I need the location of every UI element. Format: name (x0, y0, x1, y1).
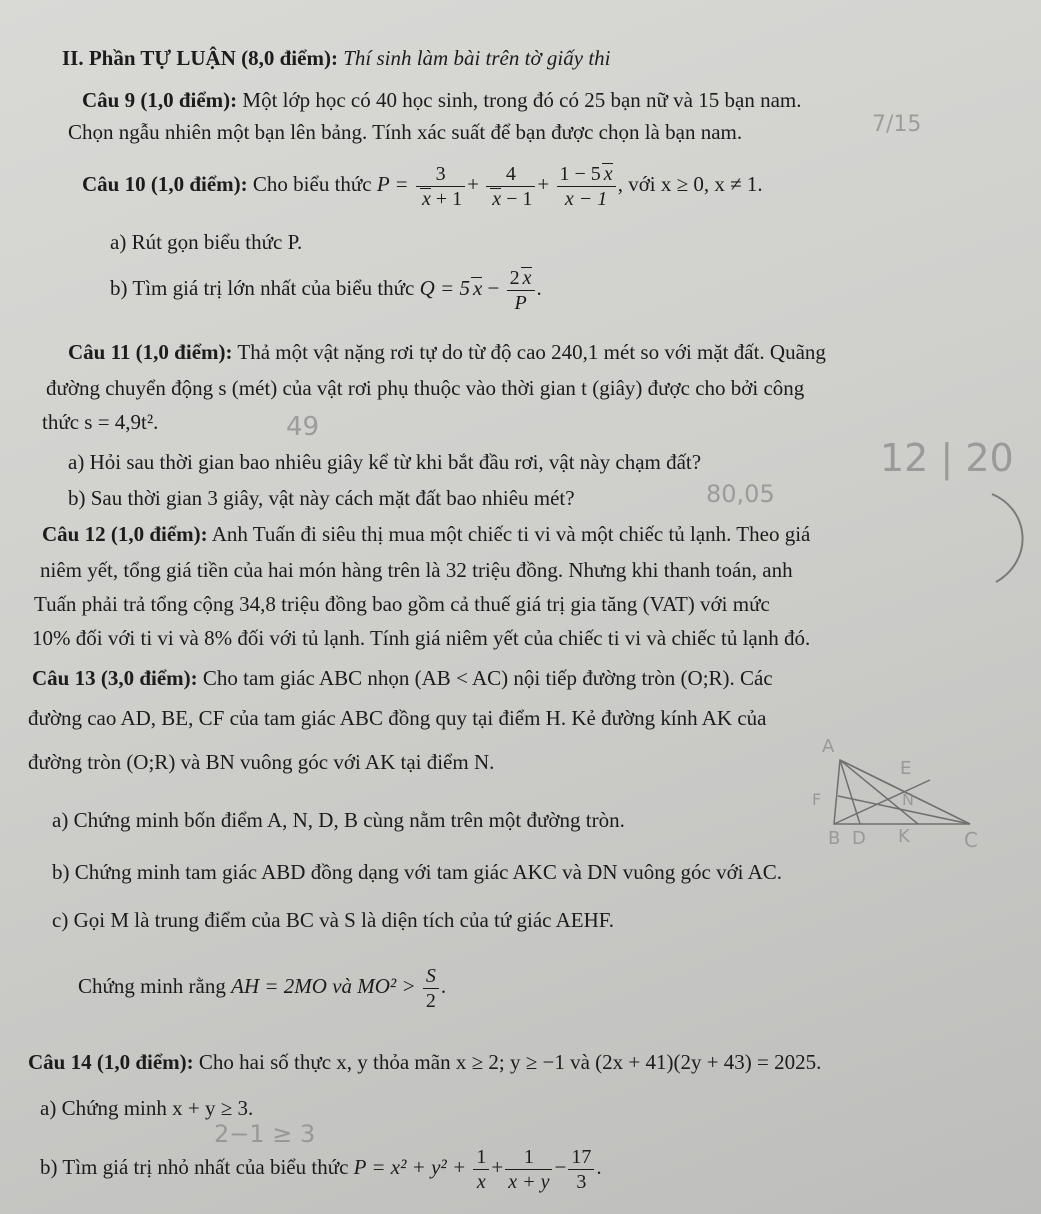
q11-text1: Thả một vật nặng rơi tự do từ độ cao 240,1 mét so với mặt đất. Quãng (237, 340, 826, 364)
sketch-label-N: N (902, 790, 914, 809)
q10-frac1-den: x + 1 (421, 187, 463, 210)
q14-b-lhs: P = x² + y² + (353, 1155, 467, 1179)
q14-b-frac1-den: x (476, 1170, 486, 1193)
q13-b: b) Chứng minh tam giác ABD đồng dạng với tam giác AKC và DN vuông góc với AC. (52, 860, 783, 884)
sketch-label-A: A (822, 736, 835, 757)
q10-frac2-num: 4 (486, 162, 535, 187)
q13-a: a) Chứng minh bốn điểm A, N, D, B cùng nằm trên một đường tròn. (52, 808, 625, 832)
section-subtitle: Thí sinh làm bài trên tờ giấy thi (343, 46, 611, 70)
q13-text1: Cho tam giác ABC nhọn (AB < AC) nội tiếp đường tròn (O;R). Các (202, 666, 773, 690)
q10-frac2-den: x − 1 (492, 187, 533, 210)
q13-c2-den: 2 (425, 989, 436, 1012)
q10-b-frac (507, 266, 535, 315)
q12-text1: Anh Tuấn đi siêu thị mua một chiếc ti vi và một chiếc tủ lạnh. Theo giá (211, 522, 811, 546)
q10-line: Câu 10 (1,0 điểm): Cho biểu thức P = $\frac{3}{x + 1}$ + $\frac{4}{x - 1}$ + $\frac{1 - 5 x}{x - 1}$ , với x ≥ 0, x ≠ 1. (82, 162, 763, 210)
q11-b: b) Sau thời gian 3 giây, vật này cách mặt đất bao nhiêu mét? (68, 486, 575, 510)
q13-line2: đường cao AD, BE, CF của tam giác ABC đồng quy tại điểm H. Kẻ đường kính AK của (28, 706, 767, 730)
q14-b-frac2-den: x + y (508, 1170, 550, 1193)
q10-label: Câu 10 (1,0 điểm): (82, 172, 248, 196)
q14-text1: Cho hai số thực x, y thỏa mãn x ≥ 2; y ≥ −1 và (2x + 41)(2y + 43) = 2025. (198, 1050, 822, 1074)
q14-b-frac3 (568, 1145, 594, 1194)
q10-frac3 (557, 162, 616, 211)
q11-line2: đường chuyển động s (mét) của vật rơi phụ thuộc vào thời gian t (giây) được cho bởi công (46, 376, 805, 400)
q12-line1 (42, 520, 810, 548)
q14-b (40, 1140, 602, 1194)
q10-intro: Cho biểu thức (252, 172, 372, 196)
section-title: II. Phần TỰ LUẬN (8,0 điểm): (62, 46, 338, 70)
q10-condition: , với x ≥ 0, x ≠ 1. (617, 172, 763, 196)
q13-c2-num: S (423, 964, 439, 989)
q14-b-frac1-num: 1 (473, 1145, 489, 1170)
q13-c2 (78, 958, 446, 1014)
pencil-curve (990, 490, 1038, 590)
q13-c2-formula: AH = 2MO và MO² > (231, 974, 416, 998)
q11-label: Câu 11 (1,0 điểm): (68, 340, 233, 364)
q9-text1: Một lớp học có 40 học sinh, trong đó có 25 bạn nữ và 15 bạn nam. (242, 88, 802, 112)
q13-line1 (32, 664, 773, 692)
sketch-label-E: E (900, 758, 912, 779)
q14-b-end: . (596, 1155, 602, 1179)
q13-c2-frac (423, 964, 439, 1013)
q10-a: a) Rút gọn biểu thức P. (110, 230, 303, 254)
q14-label: Câu 14 (1,0 điểm): (28, 1050, 194, 1074)
q12-line2: niêm yết, tổng giá tiền của hai món hàng trên là 32 triệu đồng. Nhưng khi thanh toán, anh (40, 558, 793, 582)
hand-12-20: 12 | 20 (880, 436, 1014, 480)
q9-line2: Chọn ngẫu nhiên một bạn lên bảng. Tính xác suất để bạn được chọn là bạn nam. (68, 120, 743, 144)
q13-c2-end: . (440, 974, 447, 998)
q10-b-frac-num: 2 x (507, 266, 535, 291)
hand-calc: 2−1 ≥ 3 (214, 1120, 316, 1148)
q10-b-frac-den: P (514, 291, 527, 314)
q14-b-frac2-num: 1 (505, 1145, 552, 1170)
q14-b-frac3-num: 17 (568, 1145, 594, 1170)
q10-b (110, 262, 542, 315)
q10-frac1-num: 3 (416, 162, 465, 187)
q13-label: Câu 13 (3,0 điểm): (32, 666, 198, 690)
hand-80: 80,05 (706, 480, 775, 508)
q10-frac3-num: 1 − 5 x (557, 162, 616, 187)
q12-line3: Tuấn phải trả tổng cộng 34,8 triệu đồng bao gồm cả thuế giá trị gia tăng (VAT) với mức (34, 592, 770, 616)
q10-frac3-den: x − 1 (564, 187, 608, 210)
q10-b-lhs: Q = 5 (419, 276, 470, 300)
q10-frac1 (416, 162, 465, 211)
q11-a: a) Hỏi sau thời gian bao nhiêu giây kể từ khi bắt đầu rơi, vật này chạm đất? (68, 450, 702, 474)
q11-line1 (68, 338, 826, 366)
q10-b-minus: − (487, 276, 500, 300)
q14-b-frac3-den: 3 (576, 1170, 587, 1193)
section-heading (62, 44, 611, 72)
sketch-label-B: B (828, 828, 841, 849)
q10-b-sqrt: x (472, 276, 483, 300)
q11-line3: thức s = 4,9t². (42, 410, 159, 434)
q12-label: Câu 12 (1,0 điểm): (42, 522, 208, 546)
q10-b-text: b) Tìm giá trị lớn nhất của biểu thức (110, 276, 415, 300)
q14-b-frac2 (505, 1145, 552, 1194)
q14-a: a) Chứng minh x + y ≥ 3. (40, 1096, 254, 1120)
q10-formula-lhs: P = (376, 172, 409, 196)
q13-c: c) Gọi M là trung điểm của BC và S là diện tích của tứ giác AEHF. (52, 908, 614, 932)
q10-frac2 (486, 162, 535, 211)
q14-b-frac1 (473, 1145, 489, 1194)
q12-line4: 10% đối với ti vi và 8% đối với tủ lạnh. Tính giá niêm yết của chiếc ti vi và chiếc tủ lạnh đó. (32, 626, 811, 650)
q14-b-plus: + (491, 1155, 504, 1179)
sketch-label-K: K (898, 826, 910, 847)
q13-line3: đường tròn (O;R) và BN vuông góc với AK tại điểm N. (28, 750, 495, 774)
hand-fraction: 7/15 (872, 112, 922, 137)
q9-label: Câu 9 (1,0 điểm): (82, 88, 238, 112)
q14-b-minus: − (554, 1155, 567, 1179)
q14-b-text: b) Tìm giá trị nhỏ nhất của biểu thức (40, 1155, 349, 1179)
q9-line1 (82, 86, 801, 114)
q14-line1 (28, 1048, 821, 1076)
q10-b-end: . (536, 276, 542, 300)
sketch-label-C: C (964, 828, 978, 852)
sketch-label-F: F (812, 790, 822, 809)
hand-49: 49 (286, 412, 320, 442)
q13-c2-text: Chứng minh rằng (78, 974, 226, 998)
sketch-label-D: D (852, 828, 866, 849)
